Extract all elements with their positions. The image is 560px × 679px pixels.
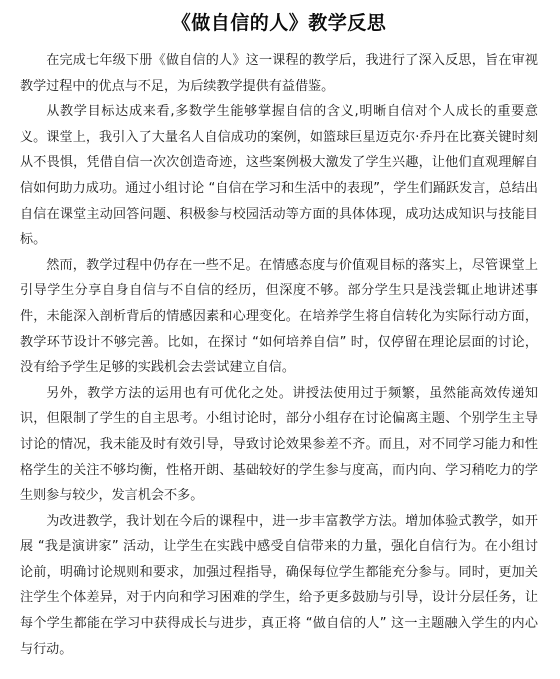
- document-title: 《做自信的人》教学反思: [171, 12, 387, 34]
- paragraph-improvement-plan: 为改进教学，我计划在今后的课程中，进一步丰富教学方法。增加体验式教学，如开展 “我是演讲家” 活动，让学生在实践中感受自信带来的力量，强化自信行为。在小组讨论前，明确讨论规则和要求，加强过程指导，确保每位学生都能充分参与。同时，更加关注学生个体差异，对于内向和学习困难的学生，给予更多鼓励与引导，设计分层任务，让每个学生都能在学习中获得成长与进步，真正将 “做自信的人” 这一主题融入学生的内心与行动。: [20, 513, 538, 657]
- paragraph-intro: 在完成七年级下册《做自信的人》这一课程的教学后，我进行了深入反思，旨在审视教学过程中的优点与不足，为后续教学提供有益借鉴。: [20, 53, 538, 94]
- paragraph-teaching-methods: 另外，教学方法的运用也有可优化之处。讲授法使用过于频繁，虽然能高效传递知识，但限制了学生的自主思考。小组讨论时，部分小组存在讨论偏离主题、个别学生主导讨论的情况，我未能及时有效引导，导致讨论效果参差不齐。而且，对不同学习能力和性格学生的关注不够均衡，性格开朗、基础较好的学生参与度高，而内向、学习稍吃力的学生则参与较少，发言机会不多。: [20, 385, 538, 504]
- paragraph-shortcomings: 然而，教学过程中仍存在一些不足。在情感态度与价值观目标的落实上，尽管课堂上引导学生分享自身自信与不自信的经历，但深度不够。部分学生只是浅尝辄止地讲述事件，未能深入剖析背后的情感因素和心理变化。在培养学生将自信转化为实际行动方面，教学环节设计不够完善。比如，在探讨 “如何培养自信” 时，仅停留在理论层面的讨论，没有给予学生足够的实践机会去尝试建立自信。: [20, 257, 538, 376]
- paragraph-goals-achieved: 从教学目标达成来看,多数学生能够掌握自信的含义,明晰自信对个人成长的重要意义。课堂上，我引入了大量名人自信成功的案例，如篮球巨星迈克尔·乔丹在比赛关键时刻从不畏惧，凭借自信一次次创造奇迹，这些案例极大激发了学生兴趣，让他们直观理解自信如何助力成功。通过小组讨论 “自信在学习和生活中的表现”，学生们踊跃发言，总结出自信在课堂主动回答问题、积极参与校园活动等方面的具体体现，成功达成知识与技能目标。: [20, 104, 538, 248]
